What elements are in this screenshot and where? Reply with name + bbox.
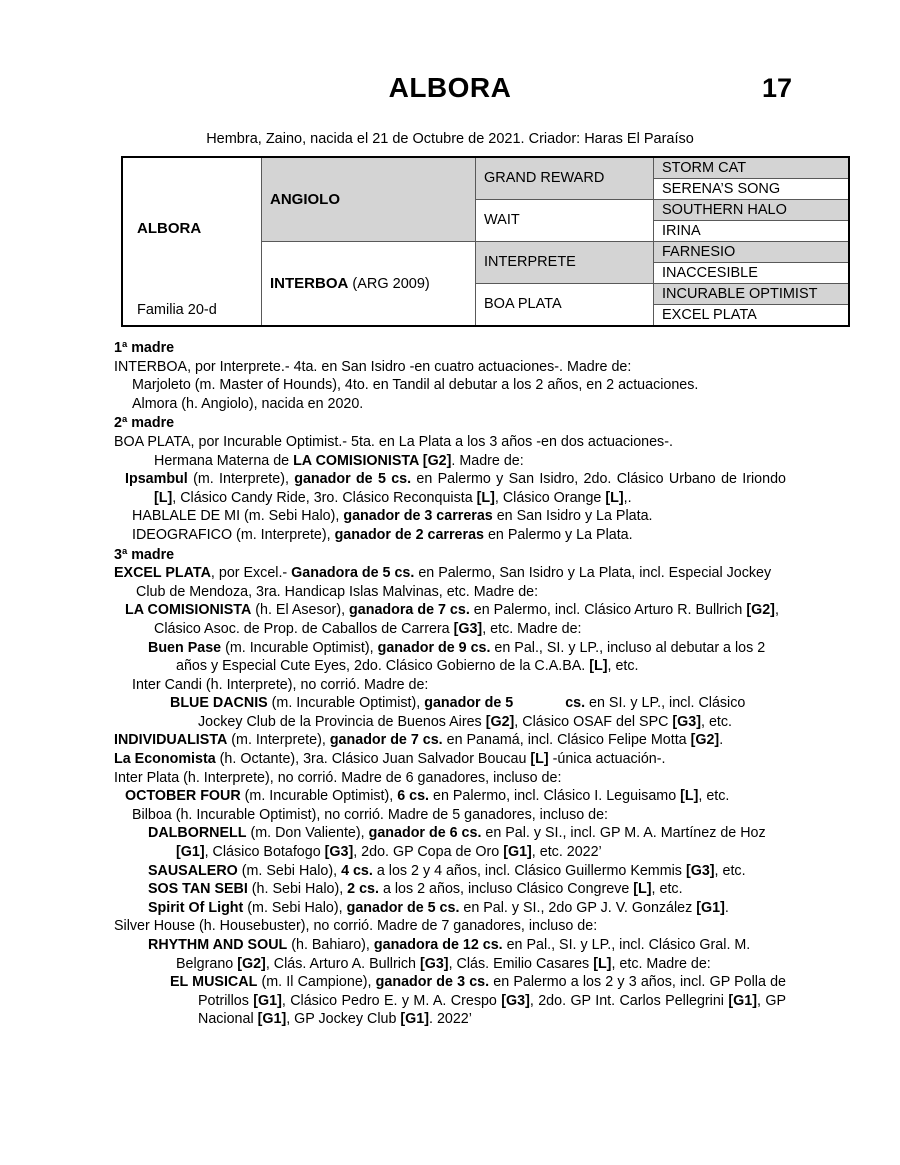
text-run-bold: ganador de 3 cs. bbox=[375, 974, 490, 991]
text-run: ,. bbox=[623, 489, 632, 506]
narrative-line bbox=[114, 973, 786, 1029]
text-run-bold: [G2] bbox=[746, 602, 775, 619]
text-run-bold: Buen Pase bbox=[148, 639, 222, 656]
text-run-bold: 4 cs. bbox=[341, 862, 373, 879]
text-run-bold: Ipsambul bbox=[125, 471, 188, 488]
text-run-bold: SAUSALERO bbox=[148, 862, 238, 879]
text-run: , etc. Madre de: bbox=[611, 955, 711, 972]
text-run-bold: La Economista bbox=[114, 751, 216, 768]
text-run-bold: [L] bbox=[154, 489, 173, 506]
text-run: (m. Incurable Optimist), bbox=[240, 788, 398, 805]
text-run-bold: [G3] bbox=[419, 955, 449, 972]
text-run-bold: ganador de 7 cs. bbox=[329, 732, 443, 749]
text-run: en Palermo, San Isidro y La Plata, incl. Especial Jockey Club de Mendoza, 3ra. Handicap Islas Malvinas, etc. Madre de: bbox=[136, 565, 772, 600]
text-run-bold: ganador de 5 bbox=[424, 695, 514, 712]
text-run-bold: ganador de 5 cs. bbox=[294, 471, 412, 488]
narrative-line bbox=[114, 862, 786, 881]
pedigree-sire-cell bbox=[262, 157, 476, 242]
text-run: (h. Sebi Halo), bbox=[247, 881, 348, 898]
pedigree-family: Familia 20-d bbox=[137, 302, 217, 318]
pedigree-ss-d-cell: SERENA’S SONG bbox=[654, 179, 850, 200]
text-run: en Pal., SI. y LP., incluso al debutar a los 2 años y Especial Cute Eyes, 2do. Clásico Gobierno de la C.A.BA. bbox=[176, 639, 766, 675]
text-run: en Palermo, incl. Clásico Arturo R. Bullrich bbox=[469, 602, 747, 619]
narrative-line: Inter Plata (h. Interprete), no corrió. Madre de 6 ganadores, incluso de: bbox=[114, 769, 562, 786]
text-run-bold: DALBORNELL bbox=[148, 825, 247, 842]
pedigree-dd-s-cell: INCURABLE OPTIMIST bbox=[654, 284, 850, 305]
text-run: (m. Interprete), bbox=[227, 732, 330, 749]
text-run-bold: ganador de 2 carreras bbox=[334, 526, 484, 543]
pedigree-narrative bbox=[114, 339, 786, 1029]
pedigree-subject-name: ALBORA bbox=[137, 220, 202, 237]
text-run: (m. Sebi Halo), bbox=[243, 899, 347, 916]
text-run-bold: ganadora de 7 cs. bbox=[349, 602, 470, 619]
pedigree-sd-d-cell: IRINA bbox=[654, 221, 850, 242]
text-run: , 2do. GP Copa de Oro bbox=[353, 844, 504, 861]
narrative-line: Marjoleto (m. Master of Hounds), 4to. en Tandil al debutar a los 2 años, en 2 actuaciones. bbox=[132, 377, 699, 394]
narrative-line bbox=[114, 470, 786, 507]
pedigree-sd-s-cell: SOUTHERN HALO bbox=[654, 200, 850, 221]
text-run-bold: LA COMISIONISTA bbox=[125, 602, 252, 619]
text-run-bold: [G2] bbox=[485, 713, 515, 730]
narrative-line bbox=[114, 936, 786, 973]
narrative-line bbox=[114, 507, 786, 526]
pedigree-ds-s-cell: FARNESIO bbox=[654, 242, 850, 263]
text-run: IDEOGRAFICO (m. Interprete), bbox=[132, 526, 335, 543]
text-run: en Pal. y SI., incl. GP M. A. Martínez de Hoz bbox=[481, 825, 766, 842]
text-run-bold: Spirit Of Light bbox=[148, 899, 244, 916]
text-run: en Palermo y San Isidro, 2do. Clásico Urbano de Iriondo bbox=[411, 471, 786, 488]
pedigree-subject-cell bbox=[122, 157, 262, 326]
text-run-bold: EXCEL PLATA bbox=[114, 565, 211, 582]
narrative-line bbox=[114, 880, 786, 899]
section-heading-first-dam: 1ª madre bbox=[114, 340, 175, 356]
text-run: . bbox=[719, 732, 724, 749]
text-run: en SI. y LP., incl. Clásico Jockey Club de la Provincia de Buenos Aires bbox=[198, 695, 746, 730]
narrative-line: INTERBOA, por Interprete.- 4ta. en San Isidro -en cuatro actuaciones-. Madre de: bbox=[114, 358, 632, 375]
subject-description: Hembra, Zaino, nacida el 21 de Octubre de 2021. Criador: Haras El Paraíso bbox=[206, 131, 694, 147]
text-run: -única actuación-. bbox=[548, 751, 666, 768]
text-run: (m. Sebi Halo), bbox=[237, 862, 342, 879]
text-run-bold: [G1] bbox=[696, 899, 725, 916]
text-run: , Clásico Candy Ride, 3ro. Clásico Reconquista bbox=[172, 489, 477, 506]
narrative-line: Inter Candi (h. Interprete), no corrió. Madre de: bbox=[132, 676, 429, 693]
text-run-bold: RHYTHM AND SOUL bbox=[148, 937, 288, 953]
text-run: , Clásico OSAF del SPC bbox=[514, 713, 673, 730]
narrative-line: Bilboa (h. Incurable Optimist), no corrió. Madre de 5 ganadores, incluso de: bbox=[132, 806, 609, 823]
section-heading-second-dam: 2ª madre bbox=[114, 415, 175, 432]
pedigree-sire-dam-cell: WAIT bbox=[476, 200, 654, 242]
pedigree-table-wrapper bbox=[121, 156, 818, 327]
text-run: , GP Jockey Club bbox=[286, 1011, 401, 1028]
text-run-bold: [G3] bbox=[324, 844, 354, 861]
text-run-bold: [G3] bbox=[672, 713, 702, 730]
text-run: (m. Interprete), bbox=[187, 471, 295, 488]
text-run: a los 2 y 4 años, incl. Clásico Guillermo Kemmis bbox=[372, 862, 686, 879]
text-run-bold: [G3] bbox=[453, 620, 483, 637]
narrative-line bbox=[114, 433, 786, 452]
text-run: Hermana Materna de bbox=[154, 452, 294, 469]
narrative-line bbox=[114, 787, 786, 806]
narrative-line bbox=[114, 639, 786, 676]
text-run-bold: EL MUSICAL bbox=[170, 974, 258, 991]
text-run: . Madre de: bbox=[451, 452, 524, 469]
text-run-bold: [G1] bbox=[400, 1011, 429, 1028]
section-heading-third-dam: 3ª madre bbox=[114, 546, 175, 563]
pedigree-dam-dam-cell: BOA PLATA bbox=[476, 284, 654, 327]
text-run-bold: [L] bbox=[530, 751, 549, 768]
text-run-bold: [L] bbox=[589, 658, 608, 675]
table-row bbox=[122, 157, 849, 179]
text-run-bold: [L] bbox=[476, 489, 495, 506]
text-run: , etc. 2022’ bbox=[531, 844, 602, 861]
narrative-line: Silver House (h. Housebuster), no corrió. Madre de 7 ganadores, incluso de: bbox=[114, 918, 598, 935]
text-run-bold: [G1] bbox=[257, 1011, 287, 1028]
narrative-line bbox=[114, 731, 786, 750]
text-run-bold: 6 cs. bbox=[397, 788, 430, 805]
text-run-bold: [L] bbox=[605, 489, 624, 506]
text-run-bold: [L] bbox=[680, 788, 699, 805]
text-run-bold: [L] bbox=[633, 881, 652, 898]
page-header bbox=[0, 72, 900, 128]
text-run: en Pal., SI. y LP., incl. Clásico Gral. M. Belgrano bbox=[176, 937, 751, 972]
text-run: , Clásico Botafogo bbox=[204, 844, 325, 861]
text-run: , 2do. GP Int. Carlos Pellegrini bbox=[529, 992, 729, 1009]
narrative-line bbox=[114, 452, 786, 471]
text-run: a los 2 años, incluso Clásico Congreve bbox=[378, 881, 634, 898]
page-number: 17 bbox=[761, 73, 792, 103]
text-run: . bbox=[724, 899, 729, 916]
pedigree-ds-d-cell: INACCESIBLE bbox=[654, 263, 850, 284]
narrative-line bbox=[114, 899, 786, 918]
pedigree-dam-year: (ARG 2009) bbox=[352, 275, 430, 292]
narrative-line bbox=[114, 824, 786, 861]
text-run-bold: [G2] bbox=[690, 732, 720, 749]
text-run: (h. El Asesor), bbox=[251, 602, 350, 619]
text-run: BOA PLATA, por Incurable Optimist.- 5ta. en La Plata a los 3 años -en dos actuaciones-. bbox=[114, 433, 673, 450]
text-run: , etc. Madre de: bbox=[482, 620, 582, 637]
text-run: , etc. bbox=[714, 862, 746, 879]
pedigree-dam-sire-cell: INTERPRETE bbox=[476, 242, 654, 284]
text-run-bold: 2 cs. bbox=[347, 881, 379, 898]
text-run-bold: LA COMISIONISTA [G2] bbox=[293, 452, 452, 469]
pedigree-ss-s-cell: STORM CAT bbox=[654, 157, 850, 179]
text-run: , Clás. Arturo A. Bullrich bbox=[265, 955, 420, 972]
pedigree-dam-cell bbox=[262, 242, 476, 327]
narrative-line bbox=[114, 526, 786, 545]
pedigree-sire-sire-cell: GRAND REWARD bbox=[476, 157, 654, 200]
text-run: en San Isidro y La Plata. bbox=[492, 508, 653, 525]
text-run: en Pal. y SI., 2do GP J. V. González bbox=[459, 899, 697, 916]
text-run-bold: ganador de 5 cs. bbox=[346, 899, 460, 916]
text-run-bold: BLUE DACNIS bbox=[170, 695, 268, 712]
text-run-bold: Ganadora de 5 cs. bbox=[291, 565, 415, 582]
text-run: en Panamá, incl. Clásico Felipe Motta bbox=[442, 732, 691, 749]
text-run-bold: [G1] bbox=[728, 992, 757, 1009]
pedigree-dam-name: INTERBOA bbox=[270, 274, 349, 292]
text-run: , Clásico Orange bbox=[494, 489, 606, 506]
text-run: , Clásico Pedro E. y M. A. Crespo bbox=[281, 992, 502, 1009]
text-run-bold: ganador de 6 cs. bbox=[368, 825, 482, 842]
text-run-bold: SOS TAN SEBI bbox=[148, 881, 248, 898]
page-title: ALBORA bbox=[388, 72, 512, 103]
text-run: . 2022’ bbox=[429, 1011, 472, 1028]
narrative-line: Almora (h. Angiolo), nacida en 2020. bbox=[132, 395, 364, 412]
pedigree-sire-name: ANGIOLO bbox=[270, 190, 340, 208]
text-run-bold: [G1] bbox=[176, 844, 205, 861]
narrative-line bbox=[114, 564, 786, 601]
text-run-bold: ganador de 3 carreras bbox=[343, 508, 493, 525]
text-run: , etc. bbox=[607, 658, 639, 675]
text-run-bold: cs. bbox=[565, 695, 586, 712]
text-run: (m. Il Campione), bbox=[257, 974, 376, 991]
text-run: (m. Incurable Optimist), bbox=[267, 695, 425, 712]
text-run-bold: INDIVIDUALISTA bbox=[114, 732, 228, 749]
text-run: en Palermo y La Plata. bbox=[483, 526, 633, 543]
narrative-line bbox=[114, 601, 786, 638]
text-run-bold: [G3] bbox=[685, 862, 715, 879]
text-run-bold: ganadora de 12 cs. bbox=[373, 937, 503, 953]
text-run: , Clás. Emilio Casares bbox=[448, 955, 594, 972]
text-run-bold: [L] bbox=[593, 955, 612, 972]
text-run: (h. Bahiaro), bbox=[287, 937, 374, 953]
text-run-bold: OCTOBER FOUR bbox=[125, 788, 241, 805]
text-run: HABLALE DE MI (m. Sebi Halo), bbox=[132, 508, 344, 525]
text-run-bold: ganador de 9 cs. bbox=[377, 639, 491, 656]
text-run-bold: [G1] bbox=[253, 992, 282, 1009]
text-run: (m. Incurable Optimist), bbox=[221, 639, 378, 656]
narrative-line bbox=[114, 694, 786, 731]
pedigree-table bbox=[121, 156, 850, 327]
text-run: , por Excel.- bbox=[210, 565, 292, 582]
text-run: , GP Nacional bbox=[198, 992, 786, 1028]
text-run: , etc. bbox=[698, 788, 730, 805]
text-run: , etc. bbox=[651, 881, 683, 898]
text-run-bold: [G1] bbox=[503, 844, 532, 861]
text-run: , Clásico Asoc. de Prop. de Caballos de Carrera bbox=[154, 602, 779, 637]
text-run: (h. Octante), 3ra. Clásico Juan Salvador Boucau bbox=[215, 751, 531, 768]
text-run: en Palermo, incl. Clásico I. Leguisamo bbox=[429, 788, 681, 805]
text-run: (m. Don Valiente), bbox=[246, 825, 369, 842]
text-run-bold: [G2] bbox=[237, 955, 266, 972]
pedigree-dd-d-cell: EXCEL PLATA bbox=[654, 305, 850, 327]
text-run: en Palermo a los 2 y 3 años, incl. GP Polla de Potrillos bbox=[198, 974, 787, 1009]
text-run-bold: [G3] bbox=[501, 992, 530, 1009]
text-run: , etc. bbox=[701, 713, 733, 730]
narrative-line bbox=[114, 750, 786, 769]
